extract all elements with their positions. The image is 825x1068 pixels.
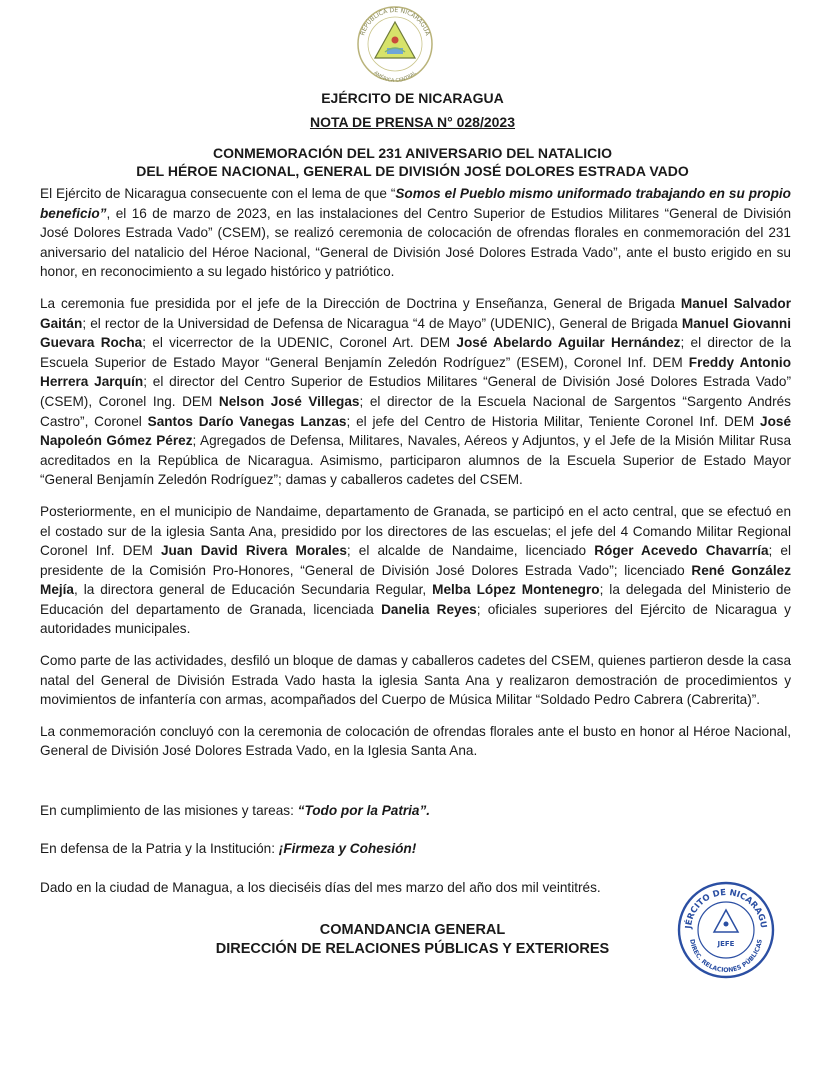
stamp-ring-bottom: DIREC. RELACIONES PÚBLICAS: [688, 938, 764, 975]
paragraph-2: La ceremonia fue presidida por el jefe de la Dirección de Doctrina y Enseñanza, General de Brigada Manuel Salvador Gaitán; el rector de la Universidad de Defensa de Nicaragua “4 de Mayo” (UDENIC), General de Brigada Manuel Giovanni Guevara Rocha; el vicerrector de la UDENIC, Coronel Art. DEM José Abelardo Aguilar Hernández; el director de la Escuela Superior de Estado Mayor “General Benjamín Zeledón Rodríguez” (ESEM), Coronel Inf. DEM Freddy Antonio Herrera Jarquín; el director del Centro Superior de Estudios Militares “General de División José Dolores Estrada Vado” (CSEM), Coronel Ing. DEM Nelson José Villegas; el director de la Escuela Nacional de Sargentos “Sargento Andrés Castro”, Coronel Santos Darío Vanegas Lanzas; el jefe del Centro de Historia Militar, Teniente Coronel Inf. DEM José Napoleón Gómez Pérez; Agregados de Defensa, Militares, Navales, Aéreos y Adjuntos, y el Jefe de la Misión Militar Rusa acreditados en la República de Nicaragua. Asimismo, participaron alumnos de la Escuela Superior de Estado Mayor “General Benjamín Zeledón Rodríguez”; damas y caballeros cadetes del CSEM.: [40, 295, 792, 488]
press-body: [40, 184, 791, 773]
stamp-ring-top: JÉRCITO DE NICARAGU: [684, 887, 769, 930]
title-line-2: DEL HÉROE NACIONAL, GENERAL DE DIVISIÓN JOSÉ DOLORES ESTRADA VADO: [136, 163, 689, 179]
press-note-number: NOTA DE PRENSA N° 028/2023: [309, 114, 516, 130]
seal-top-text: REPÚBLICA DE NICARAGUA: [359, 6, 431, 37]
paragraph-4: Como parte de las actividades, desfiló un bloque de damas y caballeros cadetes del CSEM, quienes partieron desde la casa natal del General de División Estrada Vado hasta la iglesia Santa Ana y realizaron demostración de procedimientos y movimientos de infantería con armas, acompañados del Cuerpo de Música Militar “Soldado Pedro Cabrera (Cabrerita)”.: [40, 653, 791, 708]
signature-line-1: COMANDANCIA GENERAL: [319, 922, 506, 938]
paragraph-3: Posteriormente, en el municipio de Nandaime, departamento de Granada, se participó en el acto central, que se efectuó en el costado sur de la iglesia Santa Ana, presidido por los directores de las escuelas; el jefe del 4 Comando Militar Regional Coronel Inf. DEM Juan David Rivera Morales; el alcalde de Nandaime, licenciado Róger Acevedo Chavarría; el presidente de la Comisión Pro-Honores, “General de División José Dolores Estrada Vado”; licenciado René González Mejía, la directora general de Educación Secundaria Regular, Melba López Montenegro; la delegada del Ministerio de Educación del departamento de Granada, licenciada Danelia Reyes; oficiales superiores del Ejército de Nicaragua y autoridades municipales.: [40, 503, 792, 637]
organization-name: EJÉRCITO DE NICARAGUA: [321, 90, 504, 106]
title-line-1: CONMEMORACIÓN DEL 231 ANIVERSARIO DEL NATALICIO: [212, 145, 613, 161]
coat-of-arms-seal: [349, 4, 441, 84]
motto-2: En defensa de la Patria y la Institución: ¡Firmeza y Cohesión!: [40, 841, 417, 856]
signature-line-2: DIRECCIÓN DE RELACIONES PÚBLICAS Y EXTERIORES: [215, 941, 610, 957]
closing-line: Dado en la ciudad de Managua, a los dieciséis días del mes marzo del año dos mil veintitrés.: [40, 880, 601, 895]
paragraph-5: La conmemoración concluyó con la ceremonia de colocación de ofrendas florales ante el busto en honor al Héroe Nacional, General de División José Dolores Estrada Vado, en la Iglesia Santa Ana.: [40, 723, 791, 759]
stamp-center-text: JEFE: [717, 940, 735, 948]
motto-1: En cumplimiento de las misiones y tareas: “Todo por la Patria”.: [40, 803, 431, 818]
seal-bottom-text: AMÉRICA CENTRAL: [372, 70, 418, 84]
paragraph-1: El Ejército de Nicaragua consecuente con el lema de que “Somos el Pueblo mismo uniformado trabajando en su propio beneficio”, el 16 de marzo de 2023, en las instalaciones del Centro Superior de Estudios Militares “General de División José Dolores Estrada Vado” (CSEM), se realizó ceremonia de colocación de ofrendas florales en conmemoración del 231 aniversario del natalicio del Héroe Nacional, “General de División José Dolores Estrada Vado”, ante el busto erigido en su honor, en reconocimiento a su legado histórico y patriótico.: [40, 186, 791, 280]
official-stamp: [676, 880, 776, 980]
